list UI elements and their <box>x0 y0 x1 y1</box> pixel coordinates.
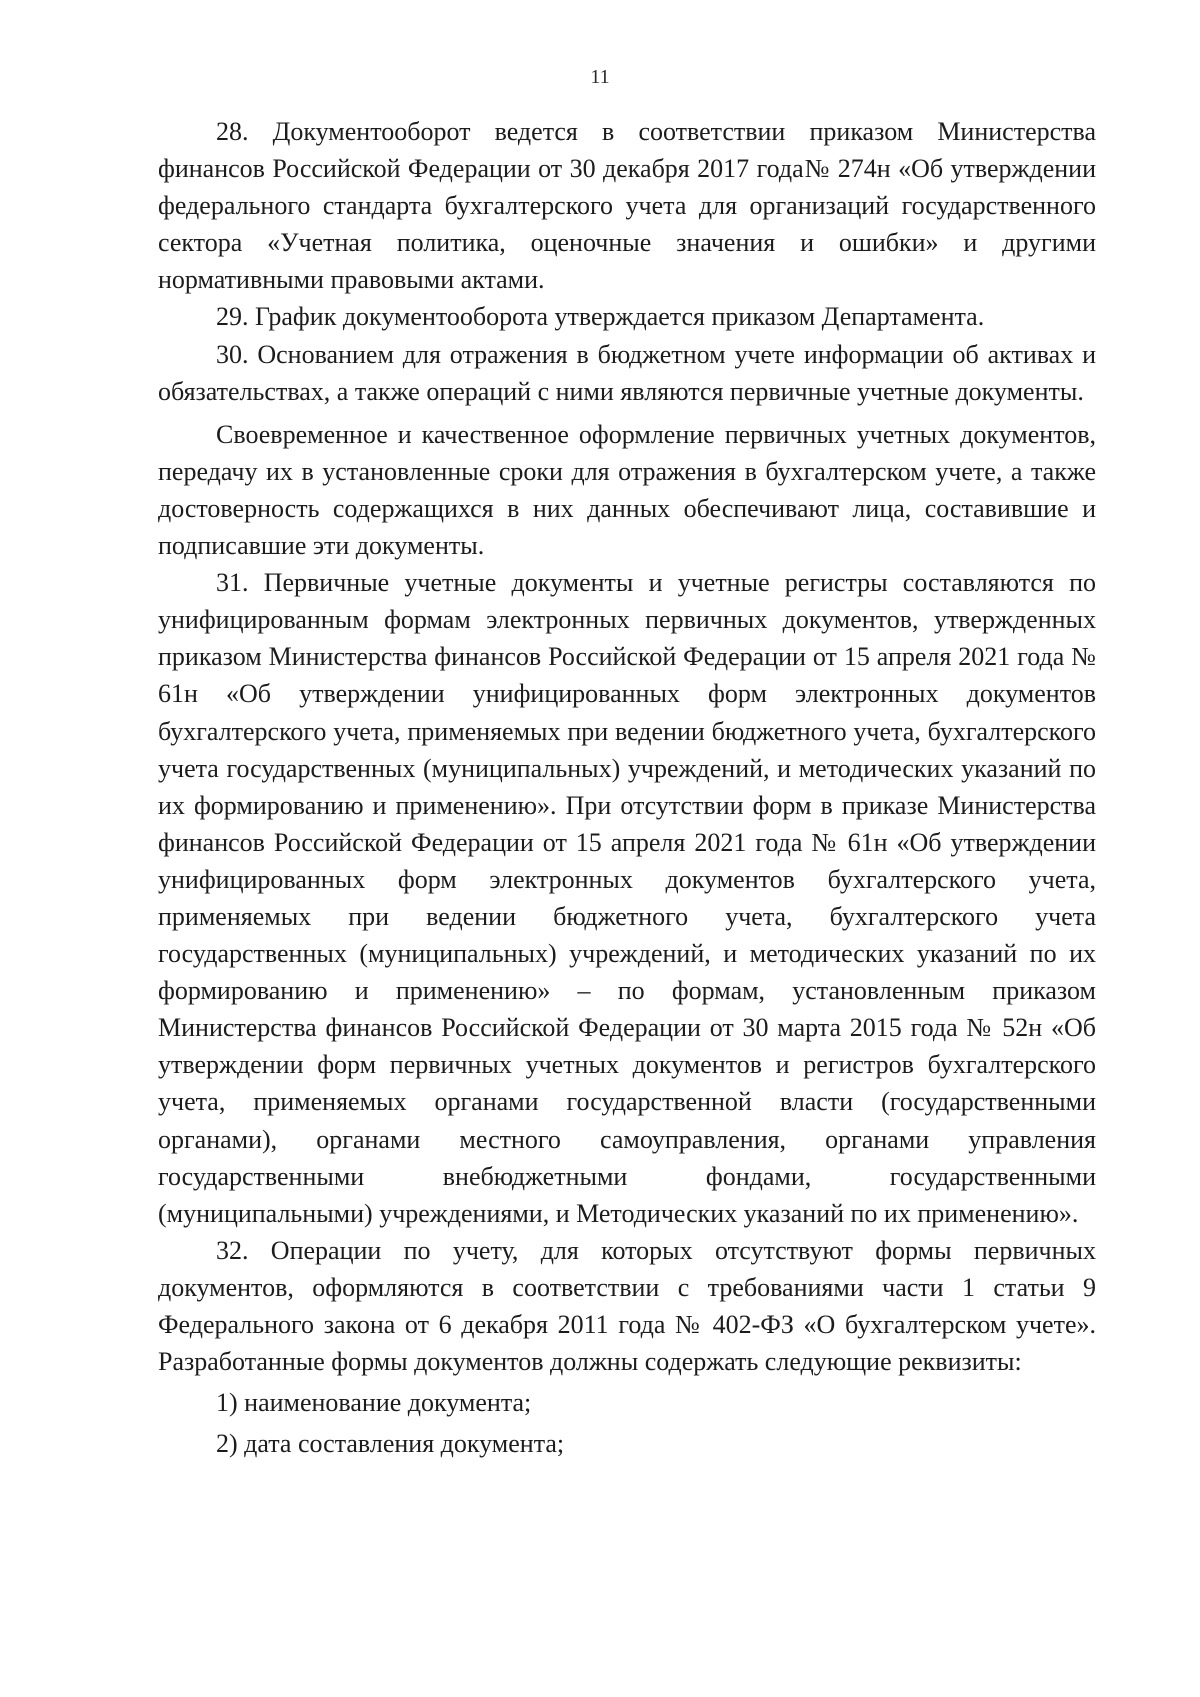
paragraph-30-continuation: Своевременное и качественное оформление первичных учетных документов, передачу их в установленные сроки для отражения в бухгалтерском учете, а также достоверность содержащихся в них данных обеспечивают лица, составившие и подписавшие эти документы. <box>158 419 1096 561</box>
paragraph-29: 29. График документооборота утверждается приказом Департамента. <box>216 302 985 332</box>
list-item-2: 2) дата составления документа; <box>216 1429 565 1459</box>
list-item-1: 1) наименование документа; <box>216 1388 532 1418</box>
document-body <box>158 113 1096 1462</box>
paragraph-31: 31. Первичные учетные документы и учетные регистры составляются по унифицированным формам электронных первичных документов, утвержденных приказом Министерства финансов Российской Федерации от 15 апреля 2021 года № 61н «Об утверждении унифицированных форм электронных документов бухгалтерского учета, применяемых при ведении бюджетного учета, бухгалтерского учета государственных (муниципальных) учреждений, и методических указаний по их формированию и применению». При отсутствии форм в приказе Министерства финансов Российской Федерации от 15 апреля 2021 года № 61н «Об утверждении унифицированных форм электронных документов бухгалтерского учета, применяемых при ведении бюджетного учета, бухгалтерского учета государственных (муниципальных) учреждений, и методических указаний по их формированию и применению» – по формам, установленным приказом Министерства финансов Российской Федерации от 30 марта 2015 года № 52н «Об утверждении форм первичных учетных документов и регистров бухгалтерского учета, применяемых органами государственной власти (государственными органами), органами местного самоуправления, органами управления государственными внебюджетными фондами, государственными (муниципальными) учреждениями, и Методических указаний по их применению». <box>158 568 1096 1228</box>
paragraph-30: 30. Основанием для отражения в бюджетном учете информации об активах и обязательствах, а также операций с ними являются первичные учетные документы. <box>158 339 1096 406</box>
page-number: 11 <box>590 66 610 88</box>
paragraph-28: 28. Документооборот ведется в соответствии приказом Министерства финансов Российской Федерации от 30 декабря 2017 года№ 274н «Об утверждении федерального стандарта бухгалтерского учета для организаций государственного сектора «Учетная политика, оценочные значения и ошибки» и другими нормативными правовыми актами. <box>158 117 1096 295</box>
paragraph-32: 32. Операции по учету, для которых отсутствуют формы первичных документов, оформляются в соответствии с требованиями части 1 статьи 9 Федерального закона от 6 декабря 2011 года № 402-ФЗ «О бухгалтерском учете». Разработанные формы документов должны содержать следующие реквизиты: <box>158 1235 1096 1377</box>
